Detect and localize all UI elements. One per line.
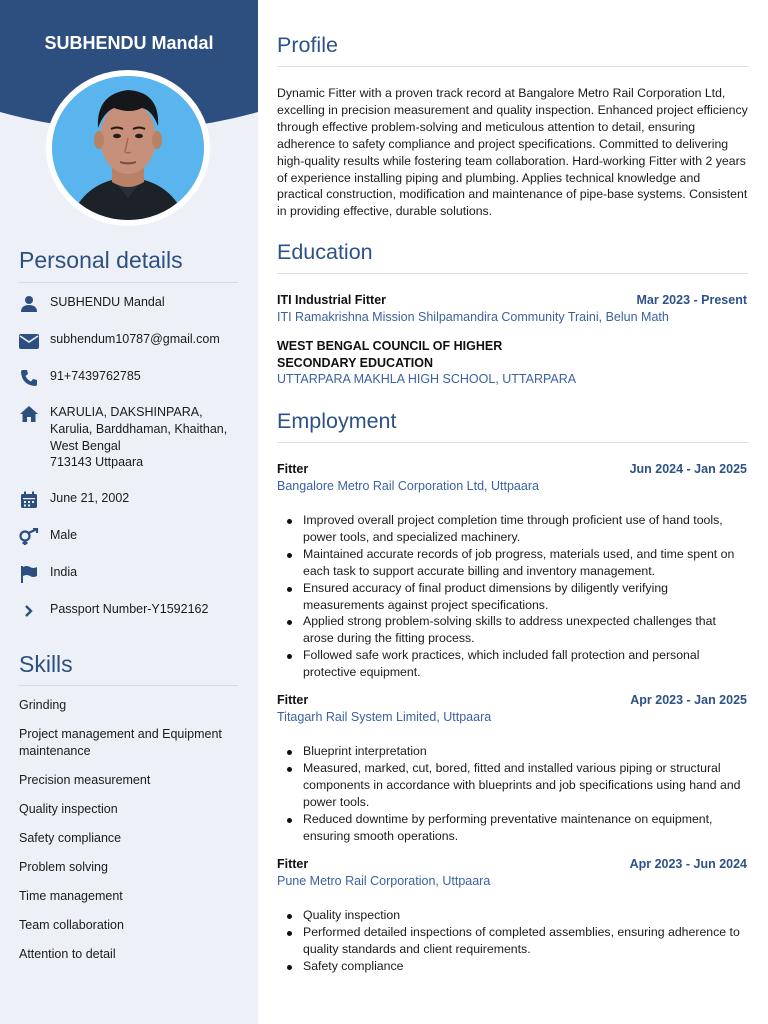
list-item: Maintained accurate records of job progress, materials used, and time spent on each task to support accurate billing and inventory management.	[277, 546, 749, 580]
home-icon	[18, 404, 40, 424]
divider	[277, 273, 748, 274]
person-icon	[18, 294, 40, 314]
job-bullets	[277, 907, 749, 975]
detail-passport: Passport Number-Y1592162	[18, 601, 243, 621]
personal-details-title: Personal details	[19, 247, 183, 273]
education-date: Mar 2023 - Present	[636, 293, 747, 307]
job-role: Fitter	[277, 462, 309, 476]
job-date: Apr 2023 - Jan 2025	[630, 693, 747, 707]
list-item: Safety compliance	[277, 958, 749, 975]
detail-name: SUBHENDU Mandal	[18, 294, 243, 314]
skill-item: Project management and Equipment maintenance	[19, 727, 222, 758]
candidate-name: SUBHENDU Mandal	[44, 33, 214, 53]
job-bullets	[277, 512, 749, 681]
detail-address: KARULIA, DAKSHINPARA, Karulia, Barddhaman, Khaithan, West Bengal 713143 Uttpaara	[18, 404, 243, 471]
job-date: Jun 2024 - Jan 2025	[629, 462, 747, 476]
job-role: Fitter	[277, 857, 309, 871]
list-item: Performed detailed inspections of completed assemblies, ensuring adherence to quality standards and client requirements.	[277, 924, 749, 958]
divider	[19, 282, 238, 283]
skill-item: Time management	[19, 889, 123, 903]
profile-title: Profile	[277, 33, 338, 57]
detail-email: subhendum10787@gmail.com	[18, 331, 243, 351]
skill-item: Safety compliance	[19, 831, 122, 845]
skill-item: Grinding	[19, 698, 67, 712]
list-item: Blueprint interpretation	[277, 743, 749, 760]
list-item: Measured, marked, cut, bored, fitted and installed various piping or structural components in accordance with blueprints and job specifications using hand and power tools.	[277, 760, 749, 811]
job-company: Pune Metro Rail Corporation, Uttpaara	[277, 874, 491, 888]
skill-item: Attention to detail	[19, 947, 116, 961]
list-item: Ensured accuracy of final product dimensions by diligently verifying measurements against project specifications.	[277, 580, 749, 614]
calendar-icon	[18, 490, 40, 510]
flag-icon	[18, 564, 40, 584]
list-item: Improved overall project completion time through proficient use of hand tools, power tools, and specialized machinery.	[277, 512, 749, 546]
detail-gender: Male	[18, 527, 243, 547]
skill-item: Problem solving	[19, 860, 108, 874]
list-item: Followed safe work practices, which included fall protection and personal protective equipment.	[277, 647, 749, 681]
education-school: ITI Ramakrishna Mission Shilpamandira Community Traini, Belun Math	[277, 310, 669, 324]
envelope-icon	[18, 331, 40, 351]
profile-summary: Dynamic Fitter with a proven track record at Bangalore Metro Rail Corporation Ltd, excelling in precision measurement and quality inspection. Enhanced project efficiency through effective problem-solving and meticulous attention to detail, ensuring adherence to safety compliance and project specifications. Committed to delivering high-quality results while fostering team collaboration. Hard-working Fitter with 2 years of experience installing piping and plumbing. Applies technical knowledge and practical construction, modification and maintenance of pipe-base systems. Consistent in providing effective, durable solutions.	[277, 86, 748, 219]
skill-item: Precision measurement	[19, 773, 151, 787]
education-title: Education	[277, 240, 373, 264]
skills-title: Skills	[19, 651, 73, 677]
education-degree: ITI Industrial Fitter	[277, 293, 387, 307]
list-item: Reduced downtime by performing preventative maintenance on equipment, ensuring smooth operations.	[277, 811, 749, 845]
chevron-right-icon	[18, 601, 40, 621]
job-company: Bangalore Metro Rail Corporation Ltd, Uttpaara	[277, 479, 539, 493]
phone-icon	[18, 368, 40, 388]
detail-nationality: India	[18, 564, 243, 584]
list-item: Applied strong problem-solving skills to address unexpected challenges that arose during the fitting process.	[277, 613, 749, 647]
divider	[277, 66, 748, 67]
profile-photo	[46, 70, 210, 226]
job-date: Apr 2023 - Jun 2024	[629, 857, 747, 871]
education-degree: WEST BENGAL COUNCIL OF HIGHER SECONDARY EDUCATION	[277, 339, 503, 370]
list-item: Quality inspection	[277, 907, 749, 924]
divider	[277, 442, 748, 443]
job-company: Titagarh Rail System Limited, Uttpaara	[277, 710, 492, 724]
detail-birthdate: June 21, 2002	[18, 490, 243, 510]
sidebar	[0, 0, 258, 1024]
detail-phone: 91+7439762785	[18, 368, 243, 388]
job-role: Fitter	[277, 693, 309, 707]
employment-title: Employment	[277, 409, 397, 433]
gender-icon	[18, 527, 40, 547]
skill-item: Quality inspection	[19, 802, 118, 816]
divider	[19, 685, 238, 686]
education-school: UTTARPARA MAKHLA HIGH SCHOOL, UTTARPARA	[277, 372, 577, 386]
skill-item: Team collaboration	[19, 918, 124, 932]
job-bullets	[277, 743, 749, 844]
